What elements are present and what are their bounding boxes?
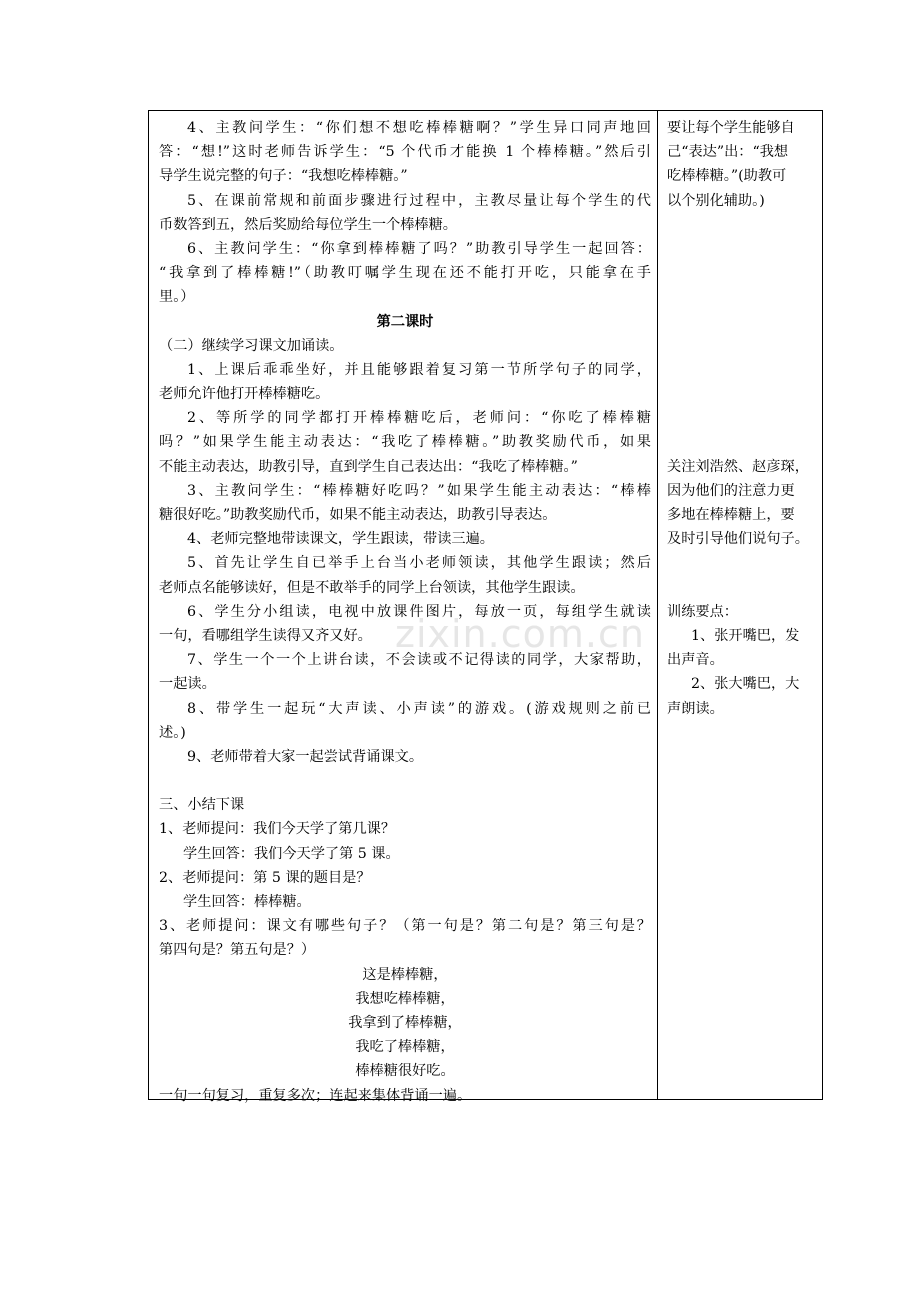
paragraph-line: 4、老师完整地带读课文，学生跟读，带读三遍。	[187, 531, 494, 548]
note-line: 要让每个学生能够自	[667, 120, 795, 136]
paragraph-line: 2、等所学的同学都打开棒棒糖吃后，老师问：“你吃了棒棒糖	[187, 410, 651, 427]
summary-answer: 学生回答：我们今天学了第 5 课。	[183, 845, 400, 862]
paragraph-line: 里。）	[159, 289, 195, 306]
summary-question: 第四句是？第五句是？）	[159, 942, 316, 959]
poem-line: 我想吃棒棒糖，	[355, 990, 455, 1007]
paragraph-line: 3、主教问学生：“棒棒糖好吃吗？”如果学生能主动表达：“棒棒	[187, 482, 651, 499]
paragraph-line: 一句，看哪组学生读得又齐又好。	[159, 627, 372, 644]
note-line: 关注刘浩然、赵彦琛，	[667, 458, 809, 475]
watermark: zixin.com.cn	[395, 612, 645, 656]
paragraph-line: 5、在课前常规和前面步骤进行过程中，主教尽量让每个学生的代	[187, 192, 651, 209]
note-line: 多地在棒棒糖上，要	[667, 507, 795, 523]
paragraph-line: “我拿到了棒棒糖!”（助教叮嘱学生现在还不能打开吃，只能拿在手	[159, 265, 651, 282]
paragraph-line: 5、首先让学生自已举手上台当小老师领读，其他学生跟读；然后	[187, 555, 651, 572]
lesson-plan-table	[148, 110, 823, 1104]
paragraph-line: 9、老师带着大家一起尝试背诵课文。	[187, 748, 424, 765]
paragraph-line: 导学生说完整的句子：“我想吃棒棒糖。”	[159, 168, 408, 185]
paragraph-line: 老师允许他打开棒棒糖吃。	[159, 386, 330, 403]
training-point: 出声音。	[667, 652, 724, 669]
note-line: 以个别化辅助。)	[667, 192, 765, 209]
summary-question: 3、老师提问：课文有哪些句子？（第一句是？第二句是？第三句是？	[159, 918, 651, 935]
training-point: 2、张大嘴巴，大	[691, 676, 800, 693]
notes-column	[667, 116, 817, 721]
training-points-title: 训练要点：	[667, 603, 738, 620]
training-point: 1、张开嘴巴，发	[691, 627, 800, 644]
poem-line: 我拿到了棒棒糖，	[348, 1014, 462, 1031]
note-line: 己“表达”出：“我想	[667, 144, 789, 161]
closing-line: 一句一句复习，重复多次；连起来集体背诵一遍。	[159, 1087, 472, 1104]
poem-line: 我吃了棒棒糖，	[355, 1039, 455, 1056]
note-line: 吃棒棒糖。”(助教可	[667, 168, 787, 185]
paragraph-line: 6、学生分小组读，电视中放课件图片，每放一页，每组学生就读	[187, 603, 651, 620]
summary-question: 2、老师提问：第 5 课的题目是？	[159, 869, 371, 886]
paragraph-line: 7、学生一个一个上讲台读，不会读或不记得读的同学，大家帮助，	[187, 652, 651, 669]
lesson-two-title: 第二课时	[376, 313, 434, 330]
column-divider	[657, 111, 658, 1099]
note-line: 因为他们的注意力更	[667, 482, 795, 499]
paragraph-line: 老师点名能够读好，但是不敢举手的同学上台领读，其他学生跟读。	[159, 579, 585, 596]
paragraph-line: 8、带学生一起玩“大声读、小声读”的游戏。(游戏规则之前已	[187, 700, 651, 717]
poem-line: 这是棒棒糖，	[362, 966, 448, 983]
section-heading: 三、小结下课	[159, 797, 245, 814]
paragraph-line: 述。)	[159, 724, 186, 741]
teaching-process-column	[159, 116, 651, 1108]
paragraph-line: 币数答到五，然后奖励给每位学生一个棒棒糖。	[159, 216, 457, 233]
note-line: 及时引导他们说句子。	[667, 531, 809, 548]
paragraph-line: 一起读。	[159, 676, 216, 693]
paragraph-line: 答：“想!”这时老师告诉学生：“5 个代币才能换 1 个棒棒糖。”然后引	[159, 144, 651, 161]
paragraph-line: 不能主动表达，助教引导，直到学生自己表达出：“我吃了棒棒糖。”	[159, 458, 578, 475]
paragraph-line: 6、主教问学生：“你拿到棒棒糖了吗？”助教引导学生一起回答：	[187, 240, 651, 257]
paragraph-line: 1、上课后乖乖坐好，并且能够跟着复习第一节所学句子的同学，	[187, 361, 651, 378]
paragraph-line: 4、主教问学生：“你们想不想吃棒棒糖啊？”学生异口同声地回	[187, 120, 651, 136]
poem-line: 棒棒糖很好吃。	[355, 1063, 455, 1080]
blank-line	[159, 769, 651, 793]
section-heading: （二）继续学习课文加诵读。	[159, 337, 344, 354]
summary-question: 1、老师提问：我们今天学了第几课？	[159, 821, 396, 838]
paragraph-line: 吗？”如果学生能主动表达：“我吃了棒棒糖。”助教奖励代币，如果	[159, 434, 651, 451]
summary-answer: 学生回答：棒棒糖。	[183, 894, 311, 910]
training-point: 声朗读。	[667, 700, 724, 717]
paragraph-line: 糖很好吃。”助教奖励代币，如果不能主动表达，助教引导表达。	[159, 507, 557, 523]
